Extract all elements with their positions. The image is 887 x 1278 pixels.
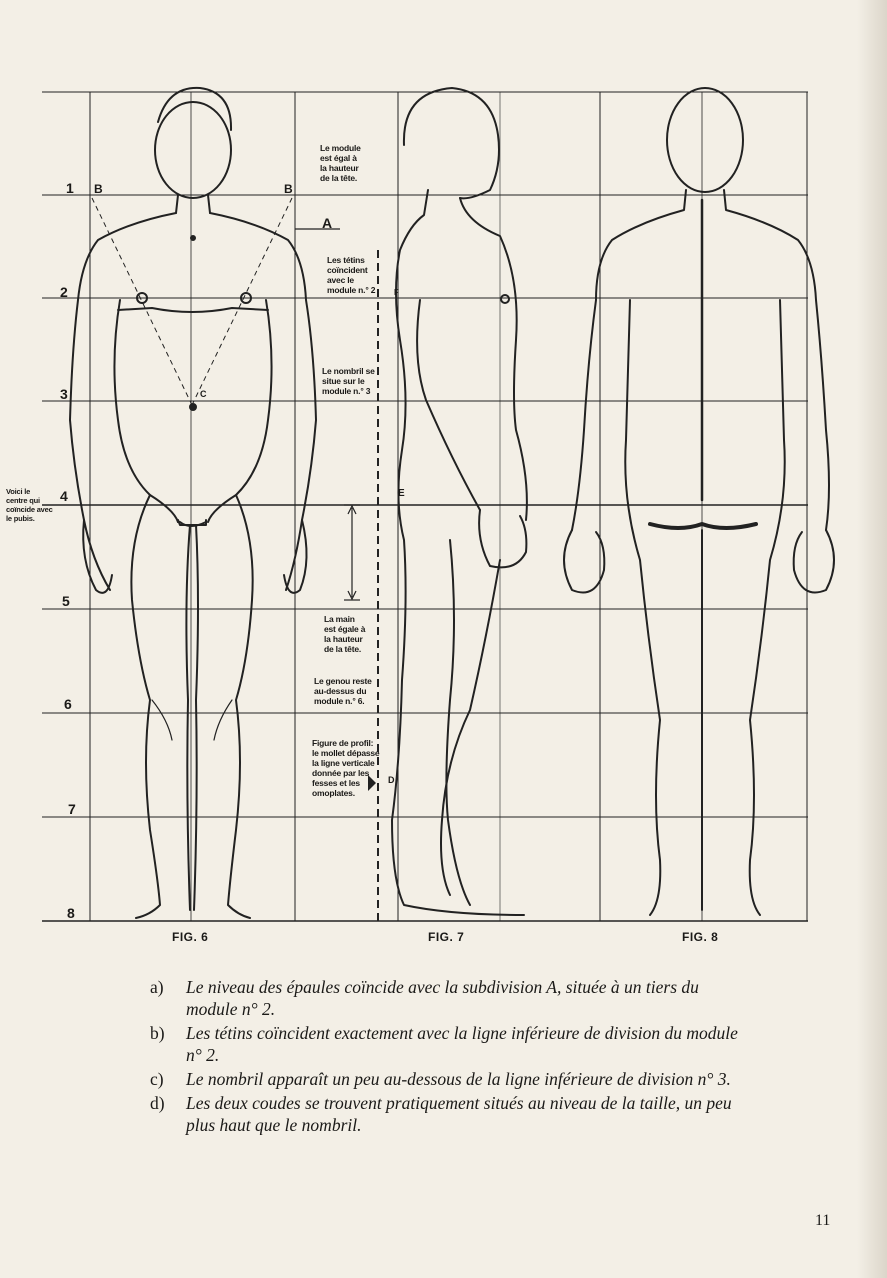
module-number-5: 5 (62, 593, 70, 609)
letter-b-left: B (94, 182, 103, 196)
module-number-6: 6 (64, 696, 72, 712)
note-knee: Le genou reste au-dessus du module n.° 6. (314, 676, 372, 706)
caption-text: Les deux coudes se trouvent pratiquement situés au niveau de la taille, un peu plus haut que le nombril. (186, 1093, 732, 1135)
note-navel: Le nombril se situe sur le module n.° 3 (322, 366, 375, 396)
caption-key: b) (150, 1023, 165, 1043)
caption-text: Le nombril apparaît un peu au-dessous de la ligne inférieure de division n° 3. (186, 1069, 731, 1089)
caption-key: c) (150, 1069, 164, 1089)
note-calf: Figure de profil: le mollet dépasse la ligne verticale donnée par les fesses et les omoplates. (312, 738, 380, 798)
caption-item (150, 1022, 750, 1066)
caption-item (150, 1068, 750, 1090)
hand-height-arrow (344, 505, 360, 600)
letter-a: A (322, 215, 333, 231)
caption-list (150, 976, 750, 1138)
letter-d: D (388, 775, 395, 785)
caption-text: Les tétins coïncident exactement avec la ligne inférieure de division du module n° 2. (186, 1023, 738, 1065)
letter-c: C (200, 389, 207, 399)
letter-e: E (398, 488, 405, 499)
module-number-8: 8 (67, 905, 75, 921)
module-number-4: 4 (60, 488, 68, 504)
side-figure (392, 88, 527, 915)
note-module-height: Le module est égal à la hauteur de la tête. (320, 143, 361, 183)
page-number: 11 (815, 1212, 831, 1229)
letter-b-right: B (284, 182, 293, 196)
caption-text: Le niveau des épaules coïncide avec la subdivision A, située à un tiers du module n° 2. (186, 977, 699, 1019)
note-pubis: Voici le centre qui coïncide avec le pubis. (6, 487, 53, 523)
note-nipples: Les tétins coïncident avec le module n.° 2 (327, 255, 376, 295)
figure-label-8: FIG. 8 (682, 930, 719, 944)
caption-key: a) (150, 977, 164, 997)
note-hand: La main est égale à la hauteur de la tête. (324, 614, 366, 654)
figure-label-6: FIG. 6 (172, 930, 209, 944)
figure-label-7: FIG. 7 (428, 930, 465, 944)
back-figure (564, 88, 834, 915)
caption-item (150, 1092, 750, 1136)
module-number-1: 1 (66, 180, 74, 196)
module-number-2: 2 (60, 284, 68, 300)
caption-key: d) (150, 1093, 165, 1113)
front-figure (70, 88, 316, 918)
letter-f: F (394, 288, 399, 297)
caption-item (150, 976, 750, 1020)
module-number-7: 7 (68, 801, 76, 817)
module-number-3: 3 (60, 386, 68, 402)
